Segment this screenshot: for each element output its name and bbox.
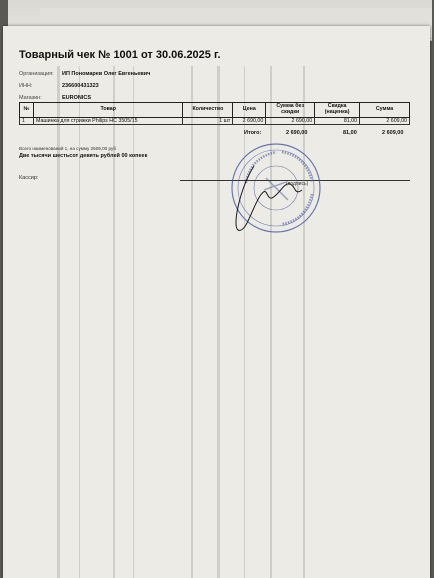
print-streak [133, 66, 134, 578]
print-streak [191, 66, 193, 578]
total-sum-no-discount: 2 690,00 [286, 130, 308, 136]
cell-sum-no-discount: 2 690,00 [266, 118, 315, 125]
col-header-number: № [20, 103, 34, 118]
table-header-row [20, 103, 410, 118]
table-row [20, 118, 410, 125]
cell-price: 2 690,00 [233, 118, 266, 125]
sum-in-words: Две тысячи шестьсот девять рублей 00 копеек [19, 153, 148, 159]
col-header-product: Товар [33, 103, 182, 118]
col-header-sum: Сумма [360, 103, 410, 118]
col-header-quantity: Количество [183, 103, 233, 118]
total-sum: 2 609,00 [382, 130, 404, 136]
col-header-price: Цена [233, 103, 266, 118]
cell-sum: 2 609,00 [360, 118, 410, 125]
cell-number: 1 [20, 118, 34, 125]
quantity-value: 1 [219, 118, 223, 124]
items-count-line: Всего наименований 1, на сумму 2609,00 руб [19, 146, 116, 151]
signature-label: (подпись) [286, 181, 309, 187]
inn-label: ИНН: [19, 83, 33, 89]
company-stamp [226, 138, 326, 238]
organization-label: Организация: [19, 71, 54, 77]
store-label: Магазин: [19, 95, 42, 101]
cell-discount: 81,00 [315, 118, 360, 125]
stamp-center-mark [264, 178, 288, 200]
print-streak [79, 66, 80, 578]
document-title: Товарный чек № 1001 от 30.06.2025 г. [19, 49, 221, 61]
inn-value: 236600431323 [62, 83, 99, 89]
items-table [19, 102, 410, 125]
total-discount: 81,00 [343, 130, 357, 136]
cashier-label: Кассир: [19, 175, 39, 181]
stamp-text-arc [246, 152, 276, 183]
cell-quantity [183, 118, 233, 125]
cell-product: Машинка для стрижки Philips HC 3505/15 [33, 118, 182, 125]
totals-label: Итого: [244, 130, 262, 136]
print-streak [217, 66, 223, 578]
store-value: EURONICS [62, 95, 92, 101]
print-streak [113, 66, 115, 578]
print-streak [57, 66, 60, 578]
col-header-sum-no-discount: Сумма без скидки [266, 103, 315, 118]
col-header-discount: Скидка (наценка) [315, 103, 360, 118]
quantity-unit: шт [223, 118, 231, 124]
organization-value: ИП Пономарев Олег Евгеньевич [62, 71, 151, 77]
